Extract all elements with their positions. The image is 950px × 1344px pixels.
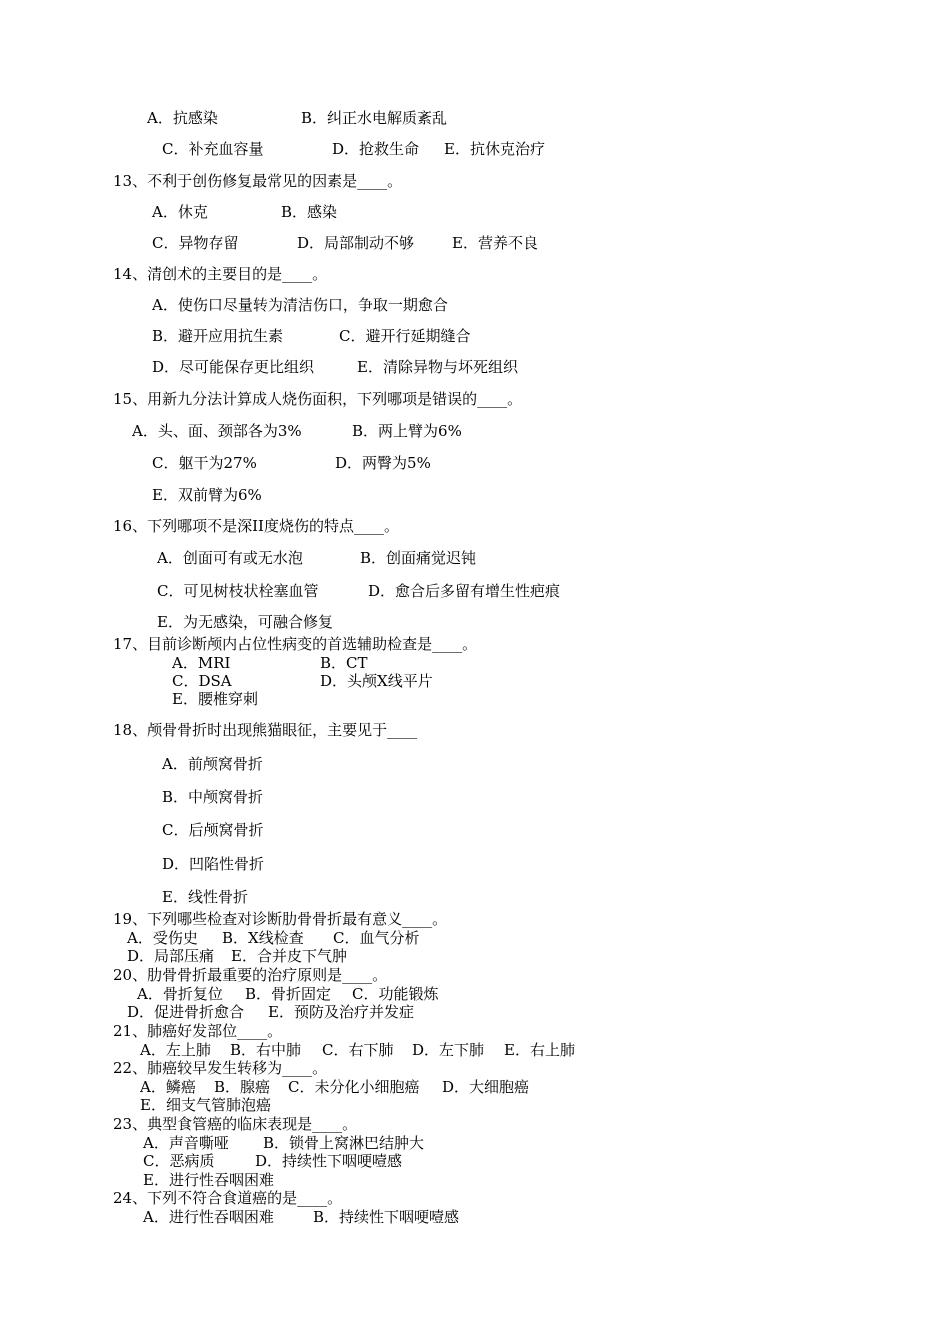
answer-option: B．感染 — [281, 203, 338, 221]
text-line — [162, 755, 263, 773]
question-text: 19、下列哪些检查对诊断肋骨骨折最有意义____。 — [113, 910, 448, 928]
question-text: 22、肺癌较早发生转移为____。 — [113, 1059, 328, 1077]
question-text: 20、肋骨骨折最重要的治疗原则是____。 — [113, 966, 388, 984]
answer-option: C．DSA — [172, 672, 232, 690]
answer-option: B．持续性下咽哽噎感 — [313, 1208, 460, 1226]
answer-option: A．MRI — [172, 654, 231, 672]
answer-option: B．两上臂为6% — [352, 422, 462, 440]
question-line — [113, 265, 327, 283]
text-line — [162, 821, 263, 839]
answer-option: C．补充血容量 — [162, 140, 264, 158]
answer-option: A．进行性吞咽困难 — [143, 1208, 274, 1226]
answer-option: D．左下肺 — [412, 1041, 485, 1059]
answer-option: A．骨折复位 — [137, 985, 223, 1003]
question-text: 14、清创术的主要目的是____。 — [113, 265, 328, 283]
answer-option: E．预防及治疗并发症 — [268, 1003, 414, 1021]
answer-option: B．腺癌 — [214, 1078, 271, 1096]
answer-option: D．大细胞癌 — [442, 1078, 530, 1096]
answer-option: A．使伤口尽量转为清洁伤口，争取一期愈合 — [152, 296, 448, 314]
answer-option: C．恶病质 — [143, 1152, 215, 1170]
answer-option: A．创面可有或无水泡 — [157, 549, 303, 567]
question-text: 13、不利于创伤修复最常见的因素是____。 — [113, 172, 403, 190]
answer-option: E．线性骨折 — [162, 888, 248, 906]
answer-option: C．右下肺 — [322, 1041, 394, 1059]
question-text: 23、典型食管癌的临床表现是____。 — [113, 1115, 358, 1133]
answer-option: B．X线检查 — [222, 929, 304, 947]
answer-option: D．愈合后多留有增生性疤痕 — [368, 582, 561, 600]
answer-option: B．纠正水电解质紊乱 — [301, 109, 448, 127]
answer-option: A．左上肺 — [140, 1041, 211, 1059]
answer-option: E．合并皮下气肿 — [231, 947, 347, 965]
answer-option: C．未分化小细胞癌 — [288, 1078, 420, 1096]
answer-option: A．抗感染 — [147, 109, 218, 127]
text-line — [143, 1171, 274, 1189]
answer-option: C．功能锻炼 — [352, 985, 439, 1003]
answer-option: B．创面痛觉迟钝 — [360, 549, 477, 567]
answer-option: E．腰椎穿刺 — [172, 690, 258, 708]
answer-option: E．右上肺 — [504, 1041, 575, 1059]
answer-option: D．局部制动不够 — [297, 234, 415, 252]
answer-option: E．抗休克治疗 — [444, 140, 545, 158]
answer-option: A．声音嘶哑 — [143, 1134, 229, 1152]
text-line — [152, 486, 262, 504]
question-line — [113, 966, 387, 984]
text-line — [152, 296, 448, 314]
question-line — [113, 172, 402, 190]
answer-option: C．避开行延期缝合 — [339, 327, 471, 345]
text-line — [162, 788, 263, 806]
answer-option: D．两臀为5% — [335, 454, 431, 472]
question-text: 17、目前诊断颅内占位性病变的首选辅助检查是____。 — [113, 635, 478, 653]
answer-option: B．右中肺 — [230, 1041, 302, 1059]
answer-option: C．血气分析 — [333, 929, 420, 947]
answer-option: E．清除异物与坏死组织 — [357, 358, 518, 376]
answer-option: B．中颅窝骨折 — [162, 788, 264, 806]
answer-option: C．躯干为27% — [152, 454, 257, 472]
text-line — [162, 888, 248, 906]
answer-option: A．头、面、颈部各为3% — [132, 422, 302, 440]
answer-option: E．进行性吞咽困难 — [143, 1171, 274, 1189]
answer-option: D．凹陷性骨折 — [162, 855, 265, 873]
text-line — [172, 690, 258, 708]
answer-option: E．营养不良 — [452, 234, 538, 252]
text-line — [140, 1096, 271, 1114]
answer-option: A．受伤史 — [127, 929, 198, 947]
question-line — [113, 721, 417, 739]
answer-option: E．细支气管肺泡癌 — [140, 1096, 271, 1114]
answer-option: A．鳞癌 — [140, 1078, 196, 1096]
answer-option: C．异物存留 — [152, 234, 239, 252]
answer-option: E．为无感染，可融合修复 — [157, 613, 333, 631]
answer-option: D．头颅X线平片 — [320, 672, 433, 690]
question-line — [113, 1022, 282, 1040]
text-line — [157, 613, 333, 631]
question-line — [113, 635, 477, 653]
answer-option: B．骨折固定 — [245, 985, 332, 1003]
answer-option: B．锁骨上窝淋巴结肿大 — [263, 1134, 425, 1152]
question-text: 24、下列不符合食道癌的是____。 — [113, 1189, 343, 1207]
question-text: 18、颅骨骨折时出现熊猫眼征，主要见于____ — [113, 721, 418, 739]
answer-option: D．局部压痛 — [127, 947, 215, 965]
answer-option: A．休克 — [152, 203, 208, 221]
answer-option: D．持续性下咽哽噎感 — [255, 1152, 403, 1170]
question-line — [113, 1189, 342, 1207]
question-line — [113, 1059, 327, 1077]
question-line — [113, 390, 522, 408]
question-line — [113, 910, 447, 928]
question-line — [113, 517, 399, 535]
text-line — [162, 855, 264, 873]
question-text: 16、下列哪项不是深II度烧伤的特点____。 — [113, 517, 399, 535]
answer-option: B．避开应用抗生素 — [152, 327, 284, 345]
answer-option: C．后颅窝骨折 — [162, 821, 264, 839]
answer-option: E．双前臂为6% — [152, 486, 262, 504]
answer-option: A．前颅窝骨折 — [162, 755, 263, 773]
question-text: 21、肺癌好发部位____。 — [113, 1022, 283, 1040]
answer-option: B．CT — [320, 654, 368, 672]
question-text: 15、用新九分法计算成人烧伤面积，下列哪项是错误的____。 — [113, 390, 523, 408]
answer-option: D．尽可能保存更比组织 — [152, 358, 315, 376]
answer-option: D．抢救生命 — [332, 140, 420, 158]
question-line — [113, 1115, 357, 1133]
answer-option: D．促进骨折愈合 — [127, 1003, 245, 1021]
answer-option: C．可见树枝状栓塞血管 — [157, 582, 319, 600]
